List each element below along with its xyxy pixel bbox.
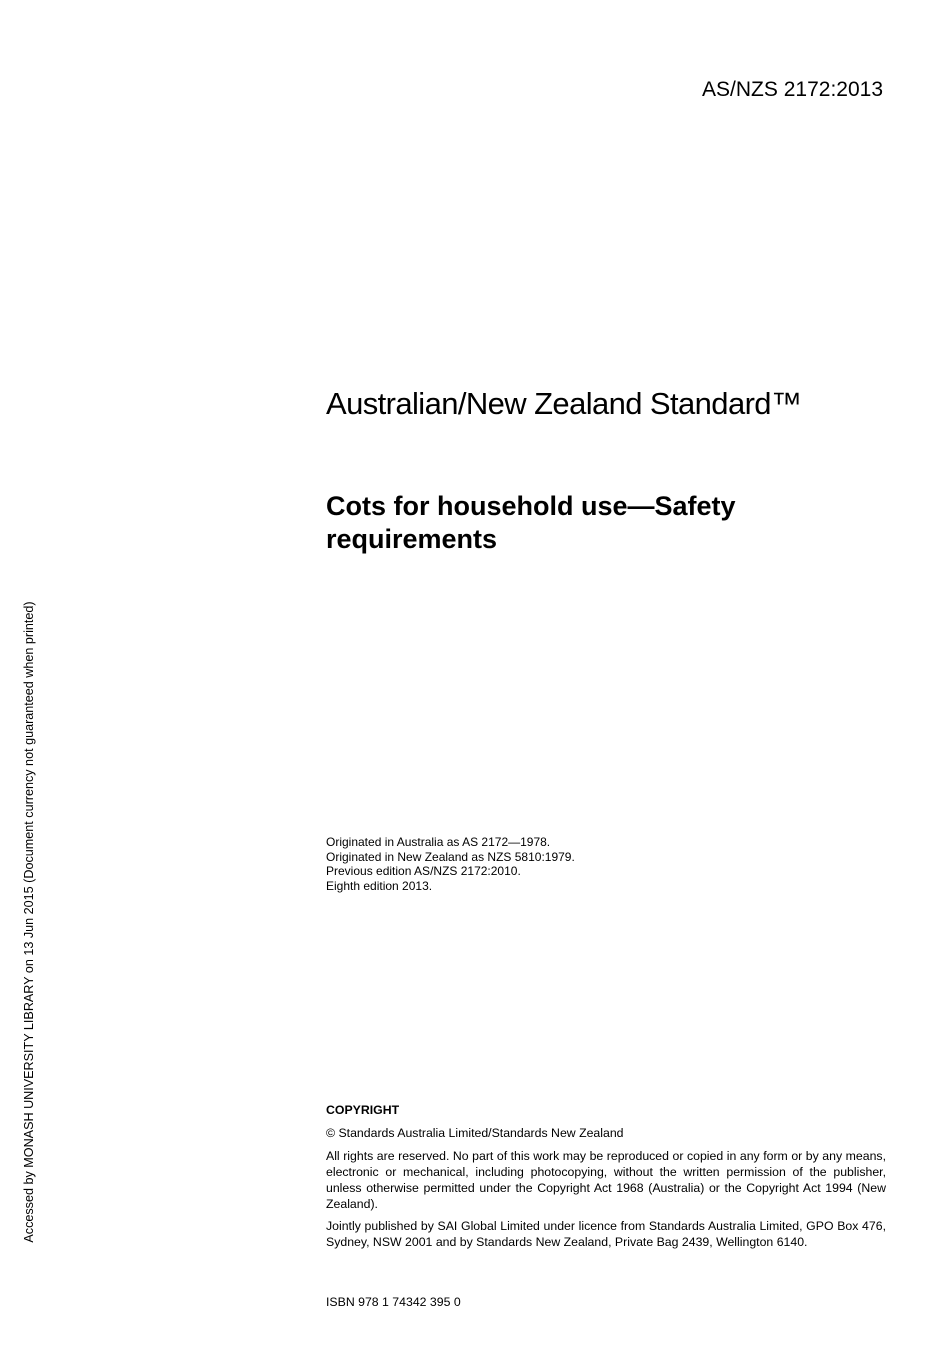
copyright-publication: Jointly published by SAI Global Limited under licence from Standards Australia Limited, GPO Box 476, Sydney, NSW 2001 and by Standards New Zealand, Private Bag 2439, Wellington 6140. [326, 1219, 886, 1249]
isbn: ISBN 978 1 74342 395 0 [326, 1295, 461, 1309]
copyright-heading: COPYRIGHT [326, 1103, 400, 1117]
page-title: Cots for household use—Safety requirements [326, 491, 736, 554]
copyright-block [326, 1102, 886, 1256]
history-line: Originated in New Zealand as NZS 5810:1979. [326, 849, 575, 864]
document-code: AS/NZS 2172:2013 [702, 78, 883, 101]
copyright-owner: © Standards Australia Limited/Standards New Zealand [326, 1126, 624, 1140]
copyright-rights: All rights are reserved. No part of this work may be reproduced or copied in any form or by any means, electronic or mechanical, including photocopying, without the written permission of the publisher, unless otherwise permitted under the Copyright Act 1968 (Australia) or the Copyright Act 1994 (New Zealand). [326, 1149, 886, 1211]
history-line: Originated in Australia as AS 2172—1978. [326, 835, 551, 849]
history-line: Previous edition AS/NZS 2172:2010. [326, 864, 521, 878]
access-watermark: Accessed by MONASH UNIVERSITY LIBRARY on 13 Jun 2015 (Document currency not guaranteed when printed) [22, 601, 36, 1243]
edition-history [326, 835, 575, 893]
history-line: Eighth edition 2013. [326, 878, 433, 893]
standard-name: Australian/New Zealand Standard™ [326, 386, 802, 421]
